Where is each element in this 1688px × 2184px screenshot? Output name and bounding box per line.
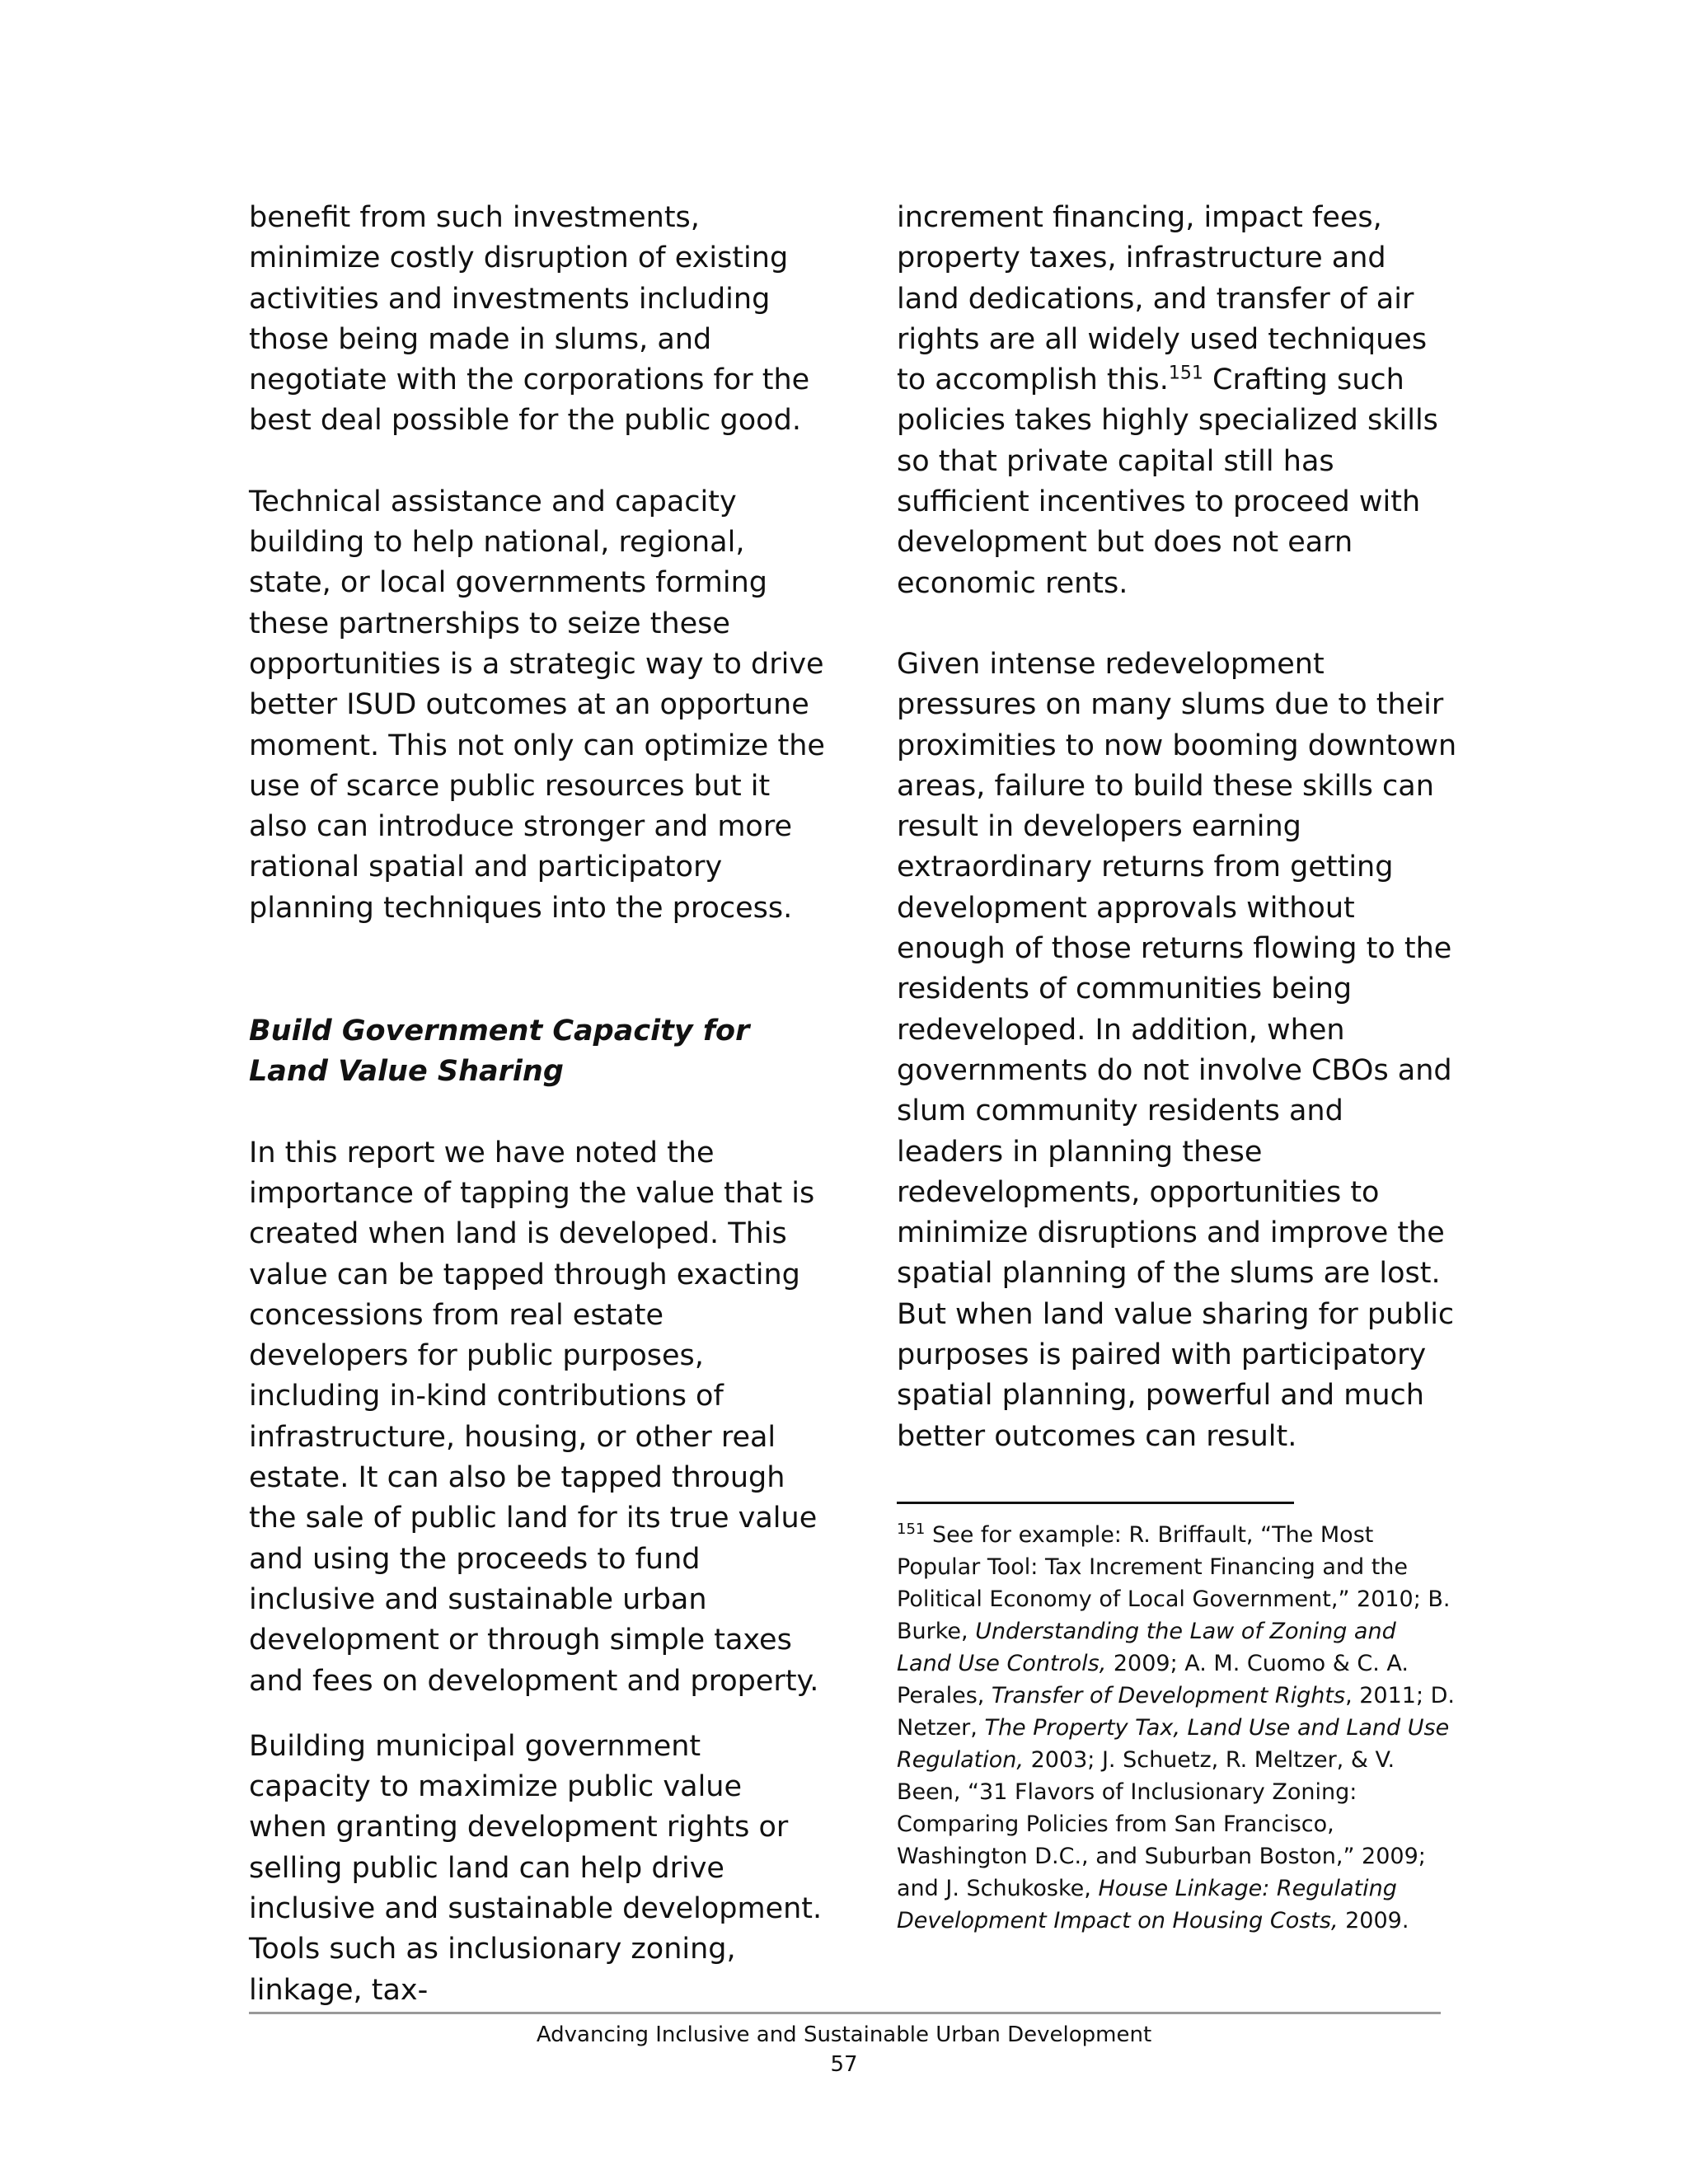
footnote-text: 2009. <box>1338 1908 1409 1933</box>
footnote-text: , 2011; D. Netzer, <box>897 1683 1455 1741</box>
body-paragraph: benefit from such investments, minimize costly disruption of existing activities and investments including those being made in slums, and negotiate with the corporations for the best deal possible for the public good. <box>249 201 810 438</box>
body-paragraph: Building municipal government capacity to maximize public value when granting development rights or selling public land can help drive inclusive and sustainable development. Tools such as inclusionary zoning, linkage, tax- <box>249 1729 823 2007</box>
footnote-separator <box>897 1502 1294 1504</box>
footnote-text: See for example: R. Briffault, “The Most Popular Tool: Tax Increment Financing and the Political Economy of Local Government,” 2010; B. Burke, <box>897 1522 1451 1644</box>
body-paragraph <box>897 198 1457 604</box>
footer-divider <box>249 2012 1441 2014</box>
paragraph-text: Crafting such policies takes highly specialized skills so that private capital still has sufficient incentives to proceed with development but does not earn economic rents. <box>897 363 1438 600</box>
footnote-reference[interactable]: 151 <box>1168 363 1203 384</box>
paragraph-text: increment financing, impact fees, property taxes, infrastructure and land dedications, and transfer of air rights are all widely used techniques to accomplish this. <box>897 201 1428 397</box>
footnote-title: Understanding the Law of Zoning and Land Use Controls, <box>897 1619 1396 1676</box>
footnote-text: 2003; J. Schuetz, R. Meltzer, & V. Been, “31 Flavors of Inclusionary Zoning: Comparing Policies from San Francisco, Washington D.C., and Suburban Boston,” 2009; and J. Schukoske, <box>897 1747 1426 1901</box>
footnote-title: House Linkage: Regulating Development Impact on Housing Costs, <box>897 1876 1397 1933</box>
body-paragraph: Given intense redevelopment pressures on many slums due to their proximities to now booming downtown areas, failure to build these skills can result in developers earning extraordinary returns from getting development approvals without enough of those returns flowing to the residents of communities being redeveloped. In addition, when governments do not involve CBOs and slum community residents and leaders in planning these redevelopments, opportunities to minimize disruptions and improve the spatial planning of the slums are lost. But when land value sharing for public purposes is paired with participatory spatial planning, powerful and much better outcomes can result. <box>897 647 1457 1453</box>
left-column <box>249 198 826 2011</box>
section-heading: Build Government Capacity for Land Value Sharing <box>249 1015 750 1089</box>
footnote <box>897 1519 1457 1937</box>
page-number: 57 <box>830 2052 858 2077</box>
body-paragraph: In this report we have noted the importance of tapping the value that is created when land is developed. This value can be tapped through exacting concessions from real estate developers for public purposes, including in-kind contributions of infrastructure, housing, or other real estate. It can also be tapped through the sale of public land for its true value and using the proceeds to fund inclusive and sustainable urban development or through simple taxes and fees on development and property. <box>249 1136 819 1698</box>
body-paragraph: Technical assistance and capacity building to help national, regional, state, or local governments forming these partnerships to seize these opportunities is a strategic way to drive better ISUD outcomes at an opportune moment. This not only can optimize the use of scarce public resources but it also can introduce stronger and more rational spatial and participatory planning techniques into the process. <box>249 485 825 925</box>
footnote-number: 151 <box>897 1521 926 1538</box>
footnote-title: The Property Tax, Land Use and Land Use Regulation, <box>897 1715 1450 1773</box>
footnote-title: Transfer of Development Rights <box>991 1683 1346 1708</box>
footer-title: Advancing Inclusive and Sustainable Urban Development <box>536 2022 1152 2047</box>
right-column <box>897 198 1457 1457</box>
footnote-text: 2009; A. M. Cuomo & C. A. Perales, <box>897 1651 1409 1708</box>
